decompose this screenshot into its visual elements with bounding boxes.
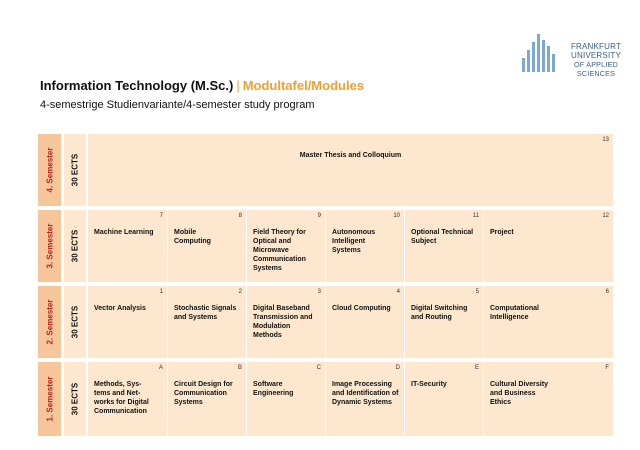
ects-label: 30 ECTS [64,210,86,282]
module-cell [88,210,168,282]
module-cell [88,286,168,358]
semester-row-4 [38,134,613,206]
module-number: C [316,365,321,371]
page-subtitle: 4-semestrige Studienvariante/4-semester study program [40,99,315,111]
module-number: A [158,365,163,371]
module-number: 10 [393,213,400,219]
module-name: Vector Analysis [94,305,146,312]
module-number: 11 [472,213,479,219]
module-name: Field Theory for Optical and Microwave Communication Systems [253,229,306,272]
module-cell [405,286,484,358]
module-name: Digital Switching and Routing [411,305,468,321]
module-cell [168,286,247,358]
module-name: Circuit Design for Communication Systems [174,381,233,406]
module-cell [484,286,613,358]
ects-label: 30 ECTS [64,362,86,436]
semester-label: 2. Semester [38,286,62,358]
module-name: IT-Security [411,381,447,388]
page-title [40,78,364,93]
module-cell [484,210,613,282]
module-number: 5 [475,289,479,295]
module-number: 3 [317,289,321,295]
title-separator: | [236,78,240,93]
module-number: 13 [602,137,609,143]
module-cell [168,210,247,282]
module-number: B [237,365,242,371]
module-name: Computational Intelligence [490,305,539,321]
semester-label: 1. Semester [38,362,62,436]
module-number: 8 [238,213,242,219]
logo-text: FRANKFURT UNIVERSITY OF APPLIED SCIENCES [570,42,622,78]
module-cell [88,362,168,436]
module-cell [247,210,326,282]
module-name: Cultural Diversity and Business Ethics [490,381,548,406]
semester-label: 4. Semester [38,134,62,206]
module-cell [247,362,326,436]
module-name: Software Engineering [253,381,294,397]
module-cell [326,210,405,282]
module-number: E [474,365,479,371]
module-name: Cloud Computing [332,305,391,312]
logo-bars-icon [520,32,560,72]
module-number: 9 [317,213,321,219]
title-main: Information Technology (M.Sc.) [40,78,234,93]
semester-label: 3. Semester [38,210,62,282]
module-number: 2 [238,289,242,295]
module-number: 4 [396,289,400,295]
module-cell [88,134,613,206]
title-accent: Modultafel/Modules [242,78,365,93]
module-name: Autonomous Intelligent Systems [332,229,376,254]
module-cell [168,362,247,436]
module-cell [326,286,405,358]
module-cell [405,362,484,436]
module-name: Stochastic Signals and Systems [174,305,237,321]
university-logo [520,32,632,76]
module-number: 7 [159,213,163,219]
module-name: Machine Learning [94,229,154,236]
semester-row-2 [38,286,613,358]
module-name: Image Processing and Identification of Dynamic Systems [332,381,399,406]
module-table [38,134,613,436]
module-number: 6 [605,289,609,295]
semester-row-3 [38,210,613,282]
ects-label: 30 ECTS [64,286,86,358]
module-name: Mobile Computing [174,229,211,245]
module-number: D [395,365,400,371]
module-name: Optional Technical Subject [411,229,474,245]
module-name: Project [490,229,514,236]
module-number: 1 [159,289,163,295]
module-number: 12 [602,213,609,219]
module-cell [405,210,484,282]
module-cell [247,286,326,358]
module-name: Master Thesis and Colloquium [299,152,402,159]
module-name: Methods, Sys-tems and Net-works for Digital Communication [94,381,149,415]
module-name: Digital Baseband Transmission and Modulation Methods [253,305,313,339]
ects-label: 30 ECTS [64,134,86,206]
module-cell [326,362,405,436]
module-cell [484,362,613,436]
semester-row-1 [38,362,613,436]
module-number: F [605,365,609,371]
